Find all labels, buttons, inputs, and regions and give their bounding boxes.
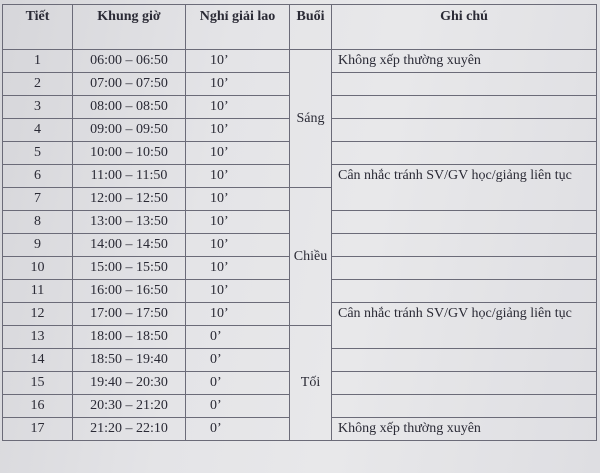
cell-tiet: 14 [3,349,73,372]
cell-ghi-chu [332,50,597,73]
cell-khung-gio: 06:00 – 06:50 [73,50,186,73]
table-row [3,50,597,73]
cell-khung-gio: 17:00 – 17:50 [73,303,186,326]
header-tiet: Tiết [3,5,73,50]
cell-nghi: 10’ [186,142,290,165]
cell-ghi-chu [332,211,597,234]
cell-tiet: 13 [3,326,73,349]
cell-khung-gio: 08:00 – 08:50 [73,96,186,119]
cell-khung-gio: 14:00 – 14:50 [73,234,186,257]
cell-tiet: 10 [3,257,73,280]
cell-khung-gio: 19:40 – 20:30 [73,372,186,395]
cell-nghi: 10’ [186,96,290,119]
cell-ghi-chu [332,119,597,142]
cell-khung-gio: 09:00 – 09:50 [73,119,186,142]
note-text: Cân nhắc tránh SV/GV học/giảng liên tục [338,306,572,321]
cell-nghi: 0’ [186,395,290,418]
cell-tiet: 8 [3,211,73,234]
cell-nghi: 10’ [186,280,290,303]
session-sang: Sáng [290,50,332,188]
cell-khung-gio: 11:00 – 11:50 [73,165,186,188]
header-row [3,5,597,50]
cell-tiet: 3 [3,96,73,119]
cell-nghi: 10’ [186,303,290,326]
cell-tiet: 5 [3,142,73,165]
session-chieu: Chiều [290,188,332,326]
cell-tiet: 16 [3,395,73,418]
cell-khung-gio: 13:00 – 13:50 [73,211,186,234]
cell-khung-gio: 10:00 – 10:50 [73,142,186,165]
note-text: Không xếp thường xuyên [338,53,481,68]
cell-tiet: 2 [3,73,73,96]
cell-ghi-chu [332,234,597,257]
cell-nghi: 10’ [186,165,290,188]
cell-ghi-chu [332,303,597,349]
cell-ghi-chu [332,372,597,395]
cell-tiet: 9 [3,234,73,257]
note-text: Không xếp thường xuyên [338,421,481,436]
cell-tiet: 6 [3,165,73,188]
cell-khung-gio: 21:20 – 22:10 [73,418,186,441]
cell-khung-gio: 07:00 – 07:50 [73,73,186,96]
cell-ghi-chu [332,142,597,165]
session-toi: Tối [290,326,332,441]
cell-ghi-chu [332,395,597,418]
cell-nghi: 10’ [186,257,290,280]
cell-nghi: 10’ [186,234,290,257]
cell-nghi: 10’ [186,211,290,234]
header-buoi: Buổi [290,5,332,50]
cell-tiet: 7 [3,188,73,211]
cell-khung-gio: 12:00 – 12:50 [73,188,186,211]
cell-nghi: 10’ [186,119,290,142]
cell-ghi-chu [332,349,597,372]
cell-tiet: 4 [3,119,73,142]
cell-tiet: 15 [3,372,73,395]
cell-ghi-chu [332,418,597,441]
cell-ghi-chu [332,73,597,96]
cell-ghi-chu [332,257,597,280]
cell-nghi: 0’ [186,326,290,349]
cell-ghi-chu [332,280,597,303]
header-ghi-chu: Ghi chú [332,5,597,50]
note-text: Cân nhắc tránh SV/GV học/giảng liên tục [338,168,572,183]
cell-ghi-chu [332,96,597,119]
header-nghi-giai-lao: Nghỉ giải lao [186,5,290,50]
cell-nghi: 0’ [186,418,290,441]
cell-tiet: 1 [3,50,73,73]
cell-khung-gio: 16:00 – 16:50 [73,280,186,303]
cell-nghi: 0’ [186,349,290,372]
cell-nghi: 0’ [186,372,290,395]
cell-tiet: 12 [3,303,73,326]
cell-ghi-chu [332,165,597,211]
cell-nghi: 10’ [186,188,290,211]
cell-khung-gio: 18:00 – 18:50 [73,326,186,349]
cell-khung-gio: 18:50 – 19:40 [73,349,186,372]
cell-tiet: 17 [3,418,73,441]
cell-nghi: 10’ [186,73,290,96]
cell-nghi: 10’ [186,50,290,73]
cell-khung-gio: 15:00 – 15:50 [73,257,186,280]
cell-tiet: 11 [3,280,73,303]
schedule-table [2,4,597,441]
header-khung-gio: Khung giờ [73,5,186,50]
cell-khung-gio: 20:30 – 21:20 [73,395,186,418]
